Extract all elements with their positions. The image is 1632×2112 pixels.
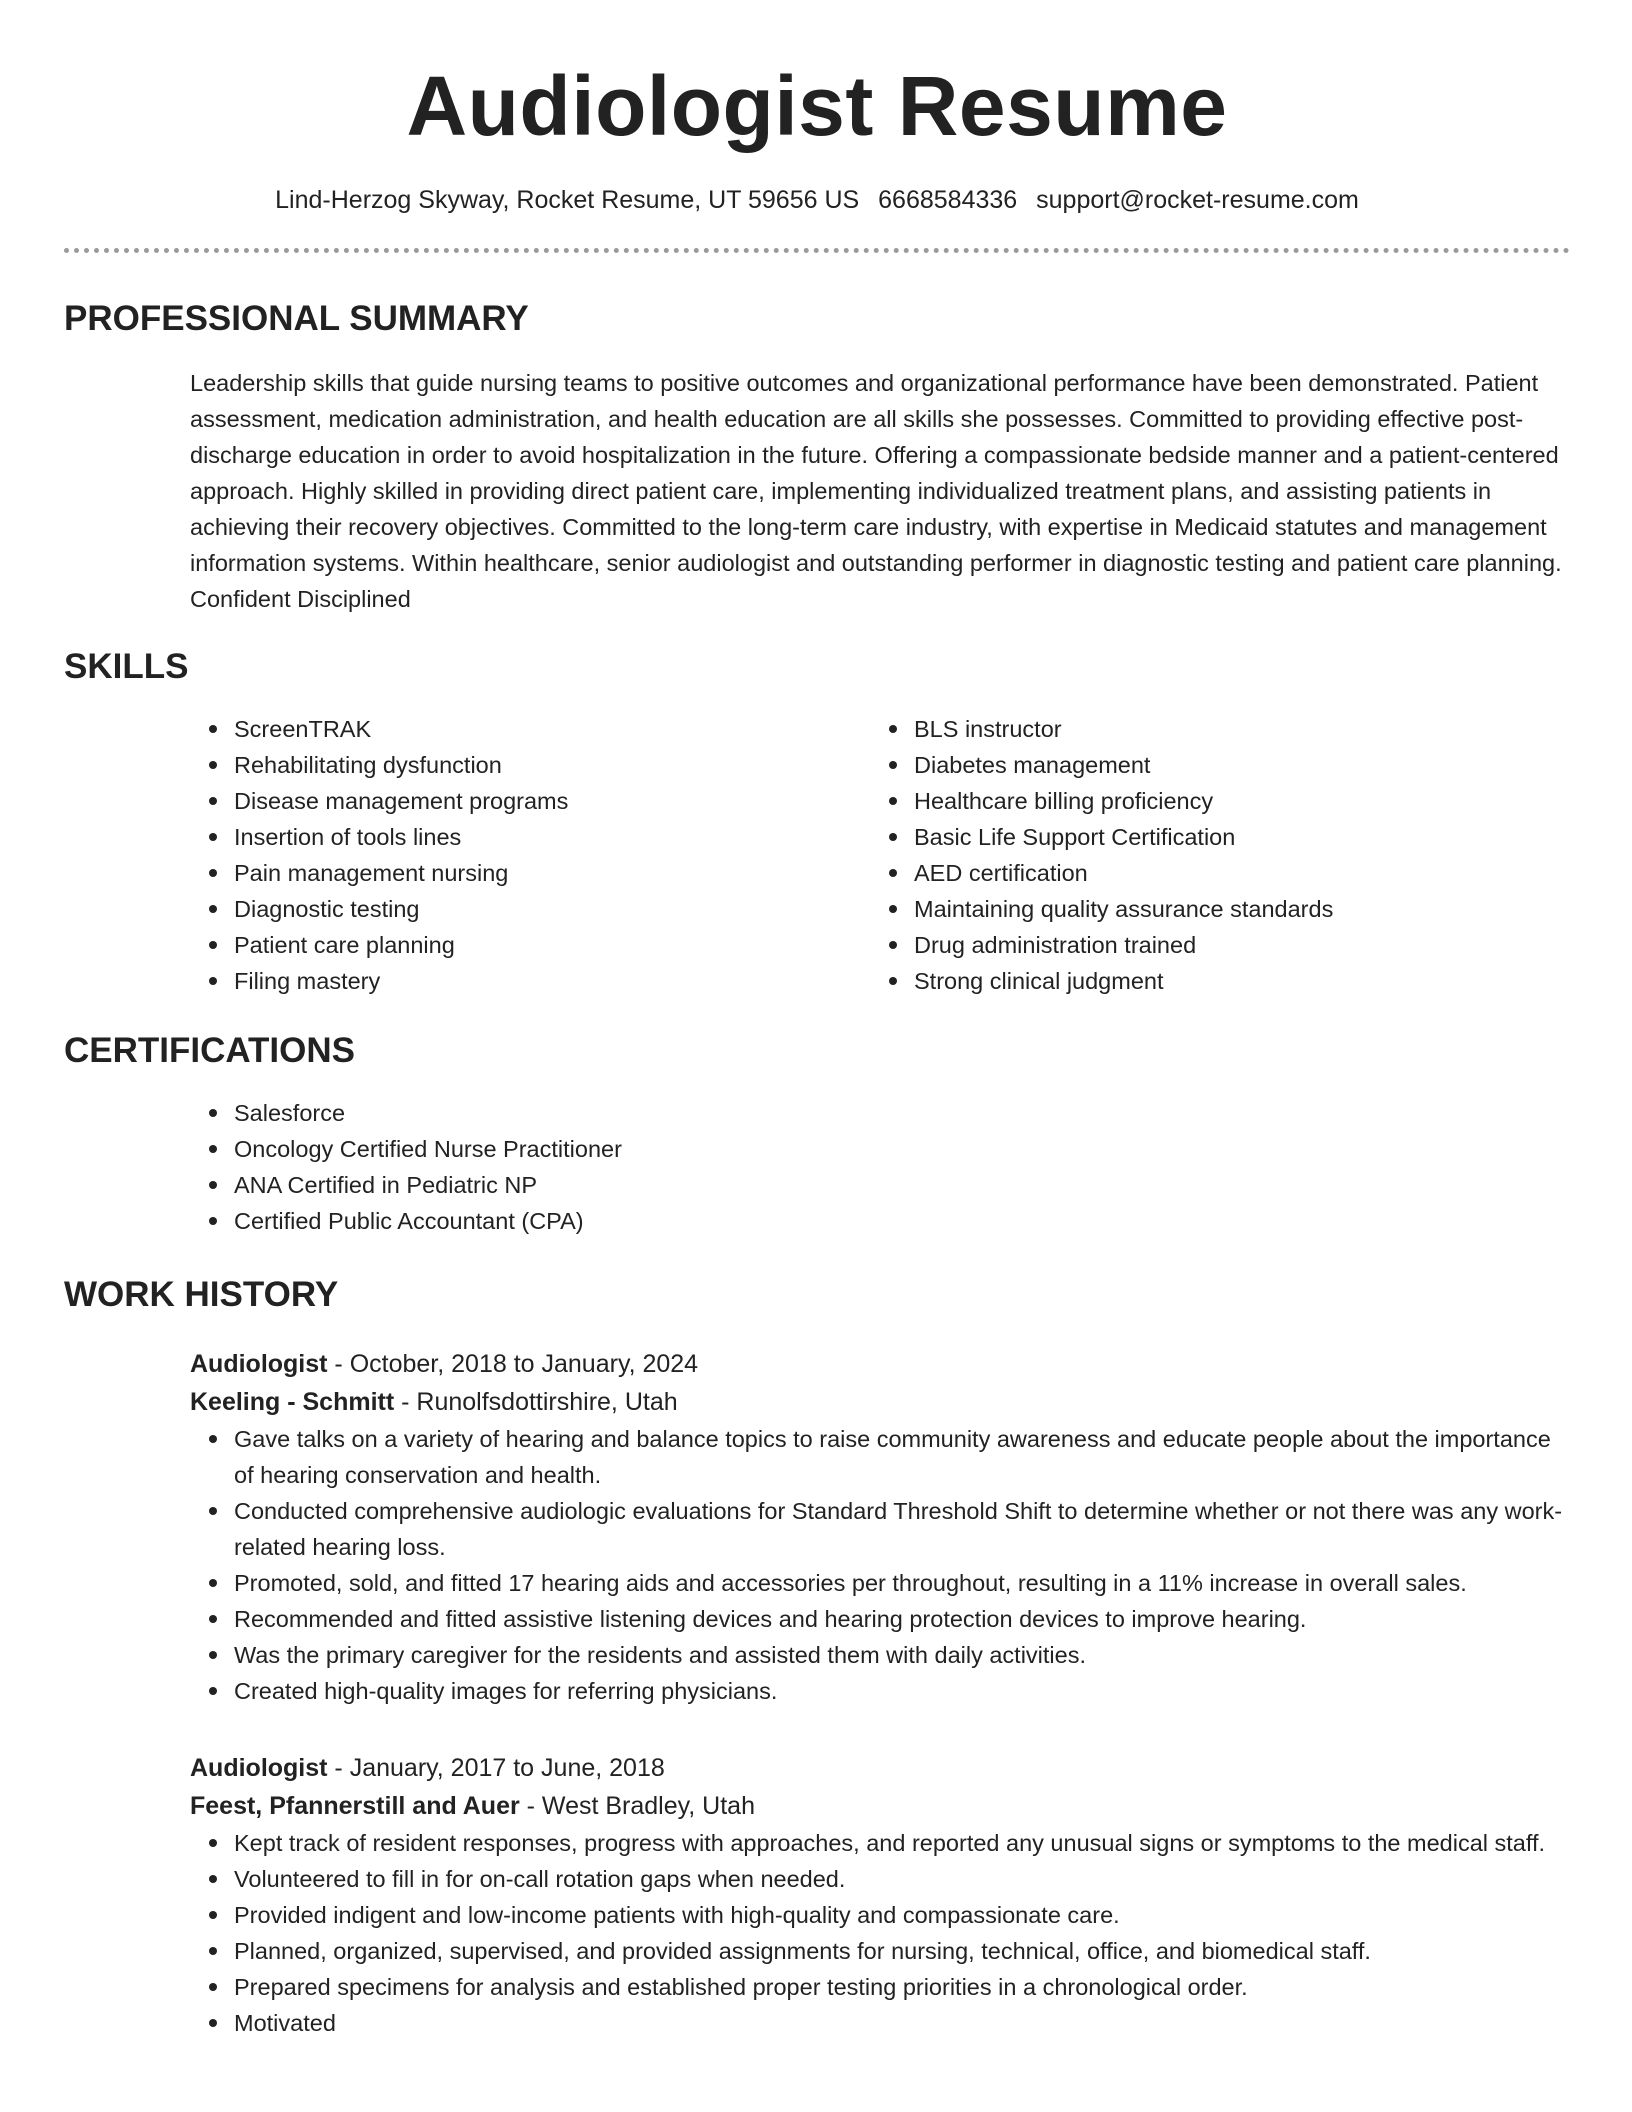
skill-item: Patient care planning	[234, 927, 870, 963]
certification-item: Oncology Certified Nurse Practitioner	[234, 1131, 1570, 1167]
job-entry-2	[190, 1749, 1570, 2041]
summary-text: Leadership skills that guide nursing teams to positive outcomes and organizational performance have been demonstrated. Patient assessment, medication administration, and health education are all skills she possesses. Committed to providing effective post-discharge education in order to avoid hospitalization in the future. Offering a compassionate bedside manner and a patient-centered approach. Highly skilled in providing direct patient care, implementing individualized treatment plans, and assisting patients in achieving their recovery objectives. Committed to the long-term care industry, with expertise in Medicaid statutes and management information systems. Within healthcare, senior audiologist and outstanding performer in diagnostic testing and patient care planning. Confident Disciplined	[190, 370, 1562, 612]
job-entry-1	[190, 1345, 1570, 1709]
skill-item: Diagnostic testing	[234, 891, 870, 927]
skills-list-left	[190, 711, 870, 999]
skills-heading: SKILLS	[64, 647, 189, 686]
skill-item: Healthcare billing proficiency	[914, 783, 1550, 819]
job-bullet: Volunteered to fill in for on-call rotation gaps when needed.	[234, 1861, 1570, 1897]
skill-item: Pain management nursing	[234, 855, 870, 891]
skill-item: Rehabilitating dysfunction	[234, 747, 870, 783]
job-bullet: Planned, organized, supervised, and provided assignments for nursing, technical, office, and biomedical staff.	[234, 1933, 1570, 1969]
skill-item: Maintaining quality assurance standards	[914, 891, 1550, 927]
certification-item: Certified Public Accountant (CPA)	[234, 1203, 1570, 1239]
contact-phone: 6668584336	[878, 186, 1018, 214]
job-bullet: Conducted comprehensive audiologic evaluations for Standard Threshold Shift to determine whether or not there was any work-related hearing loss.	[234, 1493, 1570, 1565]
job-title: Audiologist	[190, 1754, 328, 1782]
job-company: Keeling - Schmitt	[190, 1388, 395, 1416]
skill-item: ScreenTRAK	[234, 711, 870, 747]
header-divider	[64, 248, 1570, 253]
skill-item: Insertion of tools lines	[234, 819, 870, 855]
job-dates: - October, 2018 to January, 2024	[327, 1350, 699, 1378]
skill-item: AED certification	[914, 855, 1550, 891]
job-title-line	[190, 1749, 1570, 1787]
skill-item: Filing mastery	[234, 963, 870, 999]
contact-address: Lind-Herzog Skyway, Rocket Resume, UT 59656 US	[275, 186, 860, 214]
job-bullet: Recommended and fitted assistive listening devices and hearing protection devices to improve hearing.	[234, 1601, 1570, 1637]
work-history-heading: WORK HISTORY	[64, 1275, 339, 1314]
job-title-line	[190, 1345, 1570, 1383]
skills-column-left	[190, 711, 870, 999]
skill-item: Diabetes management	[914, 747, 1550, 783]
skill-item: Drug administration trained	[914, 927, 1550, 963]
job-bullet: Created high-quality images for referring physicians.	[234, 1673, 1570, 1709]
job-bullet: Was the primary caregiver for the residents and assisted them with daily activities.	[234, 1637, 1570, 1673]
contact-line	[64, 184, 1570, 216]
certifications-list	[190, 1095, 1570, 1239]
job-company-line	[190, 1787, 1570, 1825]
job-location: - West Bradley, Utah	[519, 1792, 755, 1820]
skill-item: Strong clinical judgment	[914, 963, 1550, 999]
job-bullet: Prepared specimens for analysis and established proper testing priorities in a chronological order.	[234, 1969, 1570, 2005]
certification-item: Salesforce	[234, 1095, 1570, 1131]
job-bullet: Gave talks on a variety of hearing and balance topics to raise community awareness and educate people about the importance of hearing conservation and health.	[234, 1421, 1570, 1493]
job-company-line	[190, 1383, 1570, 1421]
job-company: Feest, Pfannerstill and Auer	[190, 1792, 520, 1820]
certifications-block	[190, 1095, 1570, 1239]
resume-page	[64, 0, 1570, 2041]
page-title: Audiologist Resume	[406, 59, 1228, 153]
skill-item: Basic Life Support Certification	[914, 819, 1550, 855]
certifications-heading: CERTIFICATIONS	[64, 1031, 356, 1070]
job-bullet: Motivated	[234, 2005, 1570, 2041]
job-bullet-list	[190, 1421, 1570, 1709]
job-location: - Runolfsdottirshire, Utah	[394, 1388, 678, 1416]
contact-email: support@rocket-resume.com	[1036, 186, 1359, 214]
job-bullet: Provided indigent and low-income patients with high-quality and compassionate care.	[234, 1897, 1570, 1933]
summary-heading: PROFESSIONAL SUMMARY	[64, 299, 529, 338]
job-dates: - January, 2017 to June, 2018	[327, 1754, 665, 1782]
skill-item: BLS instructor	[914, 711, 1550, 747]
job-bullet-list	[190, 1825, 1570, 2041]
skills-column-right	[870, 711, 1550, 999]
skill-item: Disease management programs	[234, 783, 870, 819]
job-bullet: Promoted, sold, and fitted 17 hearing aids and accessories per throughout, resulting in a 11% increase in overall sales.	[234, 1565, 1570, 1601]
skills-list-right	[870, 711, 1550, 999]
job-bullet: Kept track of resident responses, progress with approaches, and reported any unusual signs or symptoms to the medical staff.	[234, 1825, 1570, 1861]
skills-columns	[190, 711, 1570, 999]
certification-item: ANA Certified in Pediatric NP	[234, 1167, 1570, 1203]
job-title: Audiologist	[190, 1350, 328, 1378]
